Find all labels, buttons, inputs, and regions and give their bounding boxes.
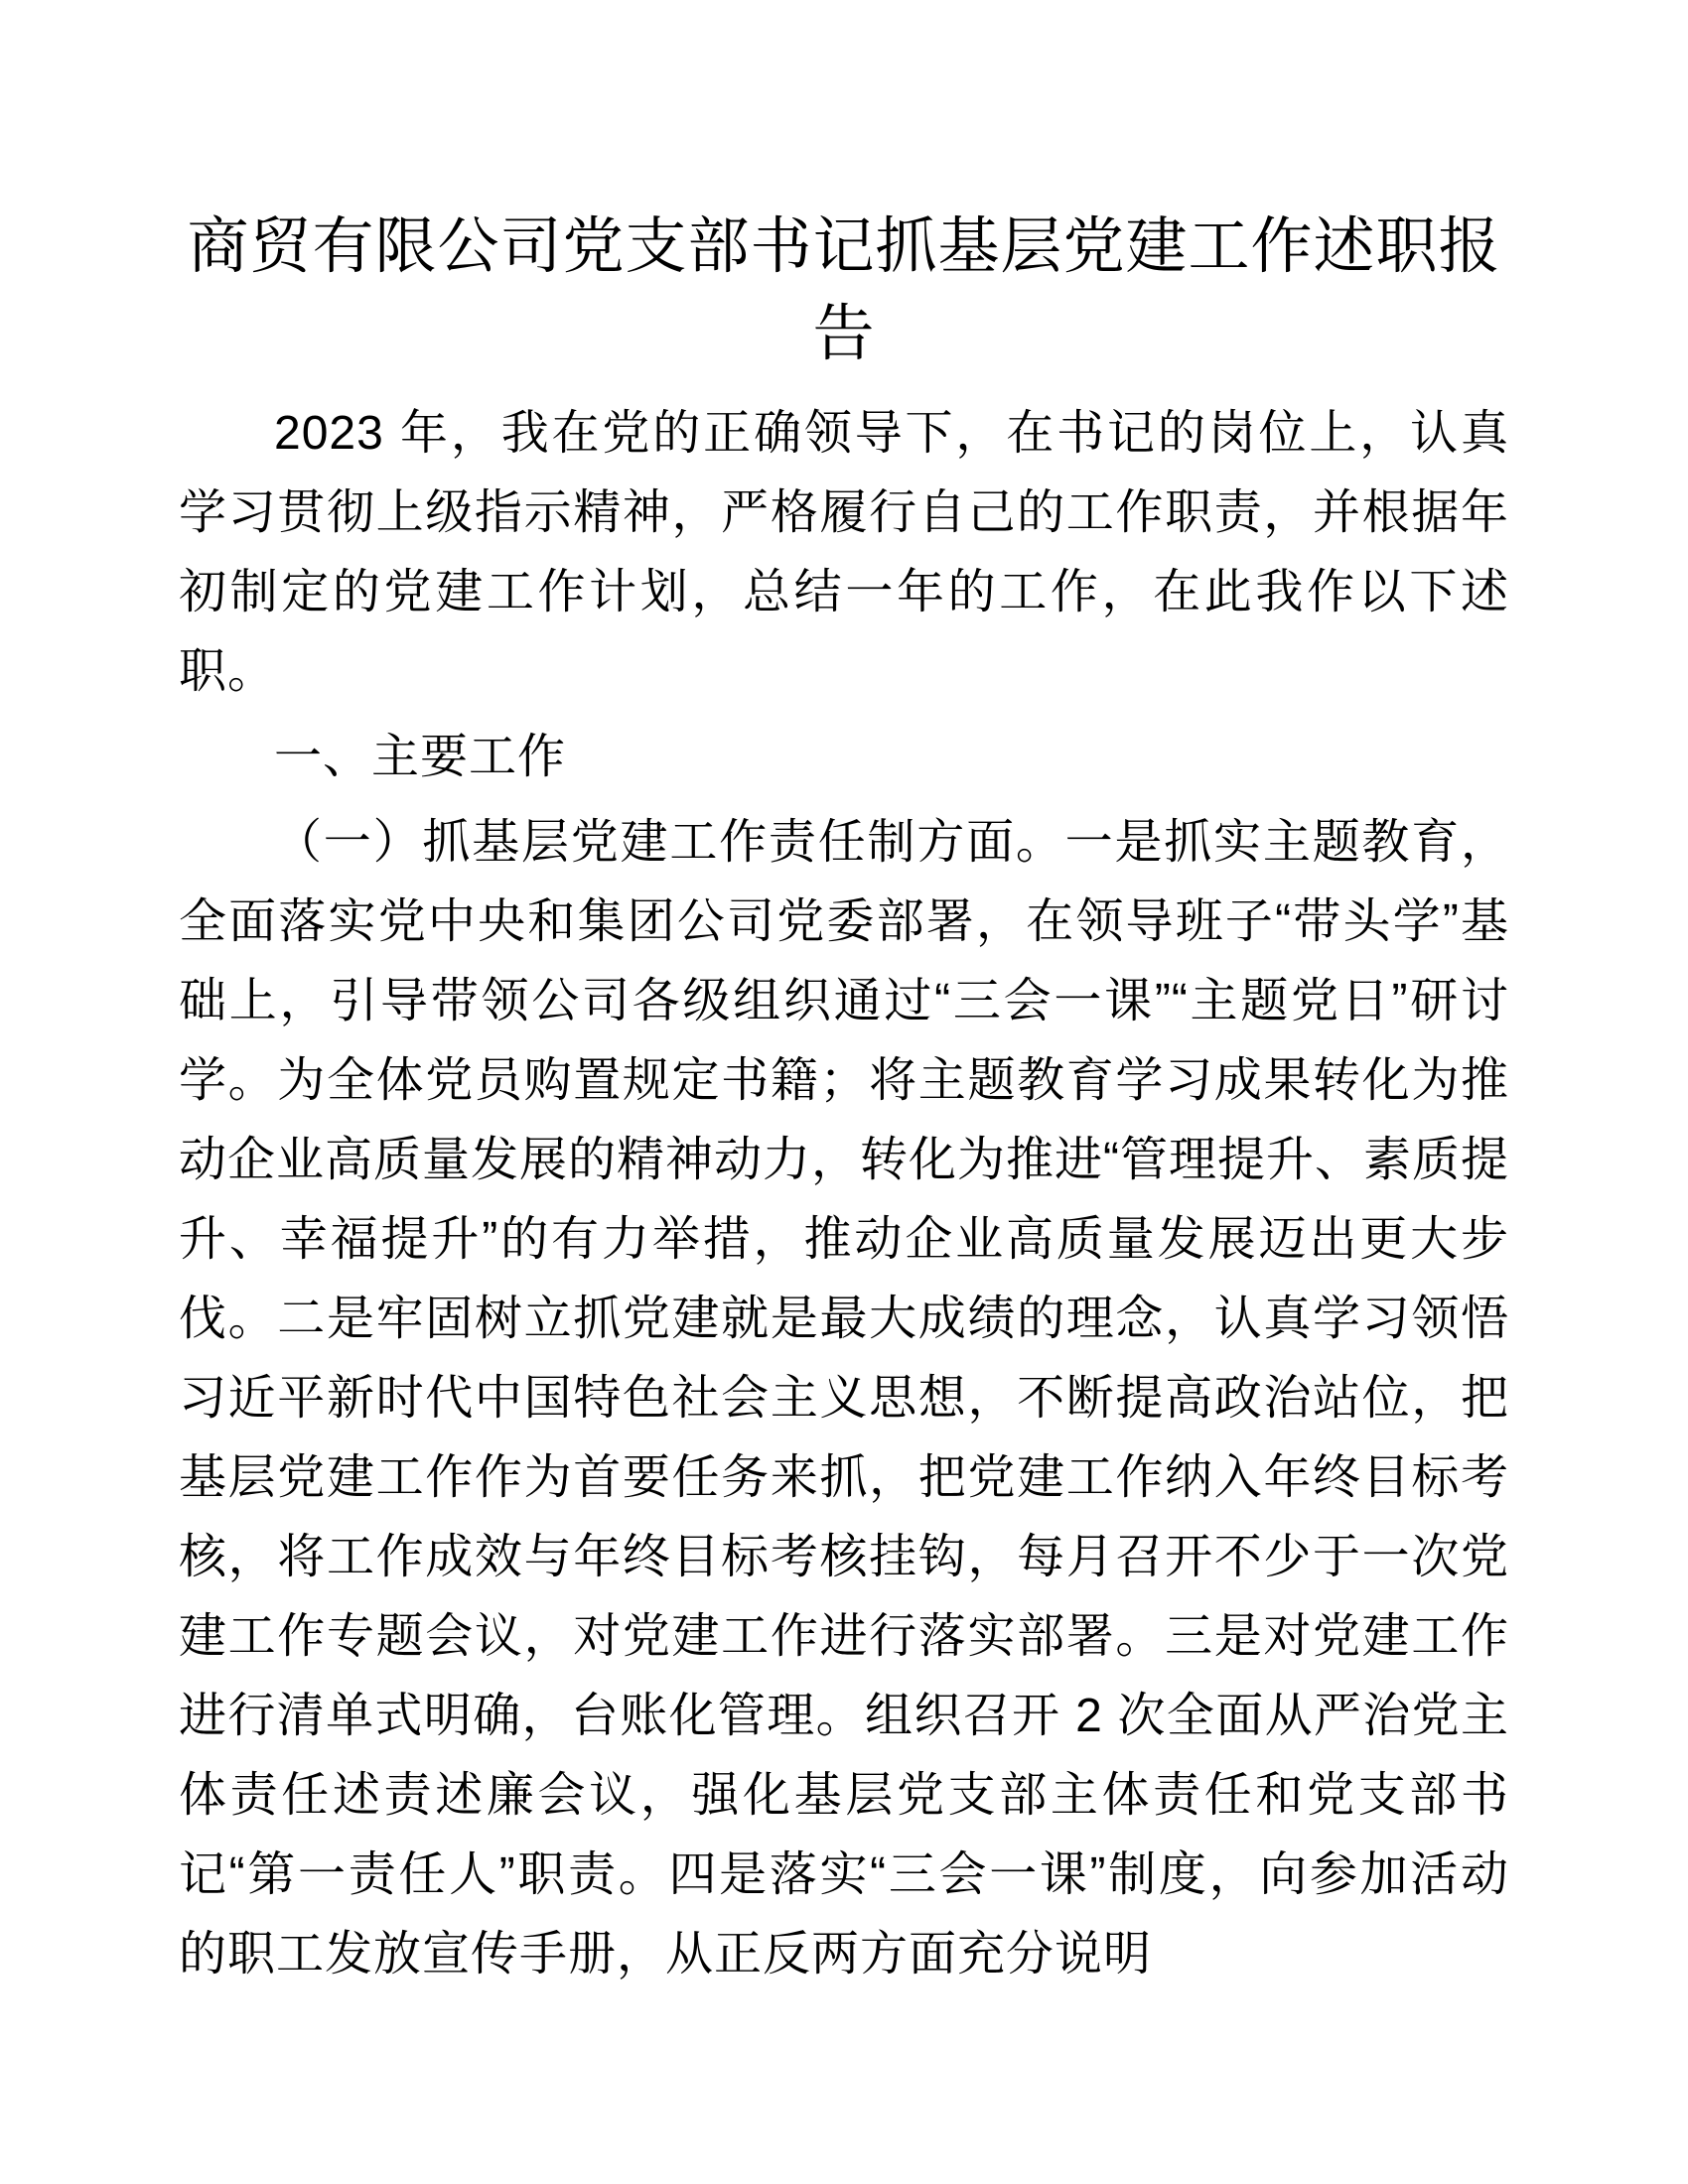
- document-title: 商贸有限公司党支部书记抓基层党建工作述职报告: [187, 212, 1501, 368]
- section-heading: 一、主要工作: [274, 731, 567, 783]
- document-body: [179, 394, 1509, 1994]
- paragraph: （一）抓基层党建工作责任制方面。一是抓实主题教育，全面落实党中央和集团公司党委部署，在领导班子“带头学”基础上，引导带领公司各级组织通过“三会一课”“主题党日”研讨学。为全体党员购置规定书籍；将主题教育学习成果转化为推动企业高质量发展的精神动力，转化为推进“管理提升、素质提升、幸福提升”的有力举措，推动企业高质量发展迈出更大步伐。二是牢固树立抓党建就是最大成绩的理念，认真学习领悟习近平新时代中国特色社会主义思想，不断提高政治站位，把基层党建工作作为首要任务来抓，把党建工作纳入年终目标考核，将工作成效与年终目标考核挂钩，每月召开不少于一次党建工作专题会议，对党建工作进行落实部署。三是对党建工作进行清单式明确，台账化管理。组织召开 2 次全面从严治党主体责任述责述廉会议，强化基层党支部主体责任和党支部书记“第一责任人”职责。四是落实“三会一课”制度，向参加活动的职工发放宣传手册，从正反两方面充分说明: [179, 816, 1509, 1980]
- paragraph: 2023 年，我在党的正确领导下，在书记的岗位上，认真学习贯彻上级指示精神，严格履行自己的工作职责，并根据年初制定的党建工作计划，总结一年的工作，在此我作以下述职。: [179, 407, 1509, 698]
